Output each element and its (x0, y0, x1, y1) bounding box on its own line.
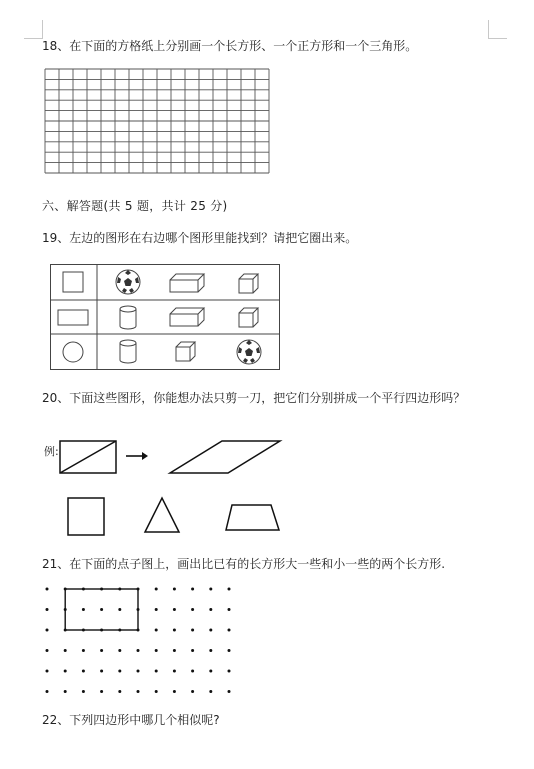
grid-dot[interactable] (155, 649, 158, 652)
grid-dot[interactable] (191, 649, 194, 652)
row3-cylinder-option[interactable] (120, 340, 136, 363)
grid-dot[interactable] (82, 670, 85, 673)
grid-dot[interactable] (46, 690, 49, 693)
example-label: 例: (44, 445, 59, 458)
dot-grid[interactable] (44, 586, 294, 696)
grid-dot[interactable] (137, 670, 140, 673)
grid-dot[interactable] (46, 670, 49, 673)
question-22: 22、下列四边形中哪几个相似呢? (42, 713, 220, 727)
grid-dot[interactable] (64, 629, 67, 632)
grid-dot[interactable] (118, 588, 121, 591)
grid-dot[interactable] (46, 588, 49, 591)
grid-dot[interactable] (155, 690, 158, 693)
grid-dot[interactable] (209, 608, 212, 611)
grid-dot[interactable] (209, 649, 212, 652)
grid-dot[interactable] (209, 588, 212, 591)
row2-cylinder-option[interactable] (120, 306, 136, 329)
arrow-right-icon (126, 452, 148, 460)
row1-soccer-ball-option[interactable] (116, 270, 140, 294)
grid-dot[interactable] (82, 649, 85, 652)
grid-dot[interactable] (137, 608, 140, 611)
grid-dot[interactable] (64, 670, 67, 673)
grid-dot[interactable] (191, 670, 194, 673)
grid-dot[interactable] (173, 670, 176, 673)
row1-cube-option[interactable] (239, 274, 258, 293)
row3-cube-option[interactable] (176, 342, 195, 361)
grid-dot[interactable] (155, 629, 158, 632)
grid-dot[interactable] (137, 649, 140, 652)
grid-dot[interactable] (228, 608, 231, 611)
grid-dot[interactable] (118, 629, 121, 632)
grid-dot[interactable] (118, 649, 121, 652)
grid-dot[interactable] (64, 690, 67, 693)
question-20: 20、下面这些图形，你能想办法只剪一刀，把它们分别拼成一个平行四边形吗？ (42, 391, 466, 405)
row3-target-circle (63, 342, 83, 362)
grid-dot[interactable] (100, 629, 103, 632)
grid-dot[interactable] (82, 629, 85, 632)
grid-dot[interactable] (137, 588, 140, 591)
grid-dot[interactable] (155, 588, 158, 591)
grid-dot[interactable] (173, 588, 176, 591)
trapezoid-figure[interactable] (226, 505, 279, 530)
corner-mark-top-left (24, 20, 43, 39)
grid-dot[interactable] (137, 690, 140, 693)
grid-dot[interactable] (173, 608, 176, 611)
row2-cuboid-option[interactable] (170, 308, 204, 326)
grid-dot[interactable] (64, 588, 67, 591)
grid-dot[interactable] (209, 670, 212, 673)
grid-dot[interactable] (228, 649, 231, 652)
example-rectangle-with-diagonal (60, 441, 116, 473)
grid-dot[interactable] (173, 690, 176, 693)
row1-cuboid-option[interactable] (170, 274, 204, 292)
grid-dot[interactable] (173, 649, 176, 652)
grid-dot[interactable] (209, 629, 212, 632)
grid-dot[interactable] (100, 670, 103, 673)
grid-dot[interactable] (173, 629, 176, 632)
square-grid-paper[interactable] (44, 68, 270, 174)
example-parallelogram-result (170, 441, 280, 473)
grid-dot[interactable] (100, 649, 103, 652)
q20-figures (44, 438, 284, 540)
grid-dot[interactable] (64, 608, 67, 611)
grid-dot[interactable] (228, 629, 231, 632)
grid-dot[interactable] (191, 588, 194, 591)
row2-target-rectangle (58, 310, 88, 325)
grid-dot[interactable] (191, 608, 194, 611)
grid-dot[interactable] (137, 629, 140, 632)
grid-dot[interactable] (46, 649, 49, 652)
grid-dot[interactable] (228, 670, 231, 673)
grid-dot[interactable] (155, 608, 158, 611)
grid-dot[interactable] (100, 608, 103, 611)
grid-dot[interactable] (82, 690, 85, 693)
grid-dot[interactable] (64, 649, 67, 652)
grid-dot[interactable] (46, 629, 49, 632)
grid-dot[interactable] (46, 608, 49, 611)
grid-dot[interactable] (100, 588, 103, 591)
square-figure[interactable] (68, 498, 104, 535)
row1-target-square (63, 272, 83, 292)
question-21: 21、在下面的点子图上，画出比已有的长方形大一些和小一些的两个长方形. (42, 557, 446, 571)
q19-shape-table (50, 264, 280, 370)
row2-cube-option[interactable] (239, 308, 258, 327)
row3-soccer-ball-option[interactable] (237, 340, 261, 364)
question-18: 18、在下面的方格纸上分别画一个长方形、一个正方形和一个三角形。 (42, 39, 418, 53)
triangle-figure[interactable] (145, 498, 179, 532)
question-19: 19、左边的图形在右边哪个图形里能找到？请把它圈出来。 (42, 231, 358, 245)
grid-dot[interactable] (82, 608, 85, 611)
grid-dot[interactable] (209, 690, 212, 693)
grid-dot[interactable] (228, 588, 231, 591)
grid-dot[interactable] (155, 670, 158, 673)
grid-dot[interactable] (191, 690, 194, 693)
grid-dot[interactable] (82, 588, 85, 591)
grid-dot[interactable] (118, 608, 121, 611)
grid-dot[interactable] (118, 690, 121, 693)
grid-dot[interactable] (191, 629, 194, 632)
corner-mark-top-right (488, 20, 507, 39)
section-title-6: 六、解答题(共 5 题，共计 25 分) (42, 199, 228, 213)
grid-dot[interactable] (228, 690, 231, 693)
grid-dot[interactable] (100, 690, 103, 693)
grid-dot[interactable] (118, 670, 121, 673)
